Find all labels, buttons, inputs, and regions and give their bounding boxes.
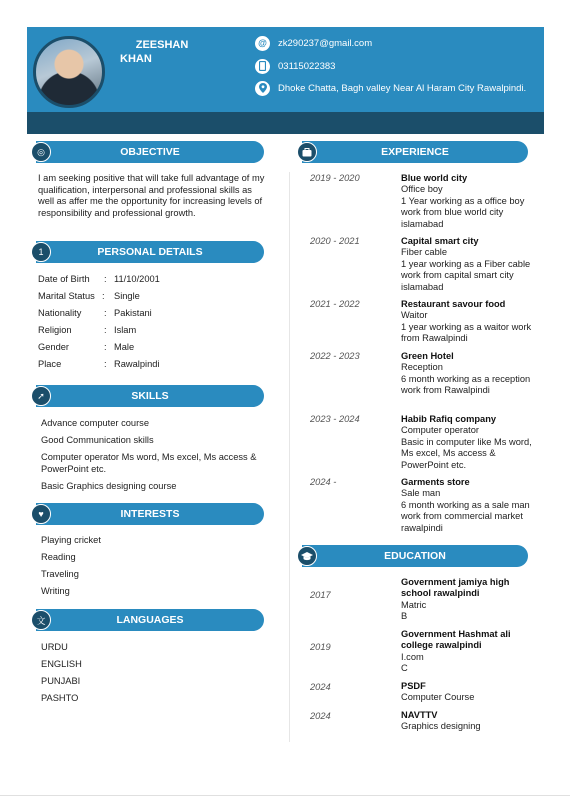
languages-header	[36, 609, 264, 631]
address-text: Dhoke Chatta, Bagh valley Near Al Haram City Rawalpindi.	[278, 82, 527, 94]
personal-separator: :	[102, 291, 105, 301]
experience-years: 2023 - 2024	[310, 414, 360, 424]
email-text: zk290237@gmail.com	[278, 37, 373, 49]
skills-header	[36, 385, 264, 407]
education-entry	[401, 710, 526, 733]
experience-company: Garments store	[401, 477, 470, 487]
personal-value: 11/10/2001	[114, 274, 160, 284]
language-item: PUNJABI	[41, 676, 81, 686]
personal-label: Date of Birth	[38, 274, 90, 284]
rocket-icon: ➚	[31, 386, 51, 406]
experience-role: Office boy	[401, 184, 443, 195]
personal-separator: :	[104, 274, 107, 284]
experience-desc: 1 year working as a Fiber cable work from capital smart city islamabad	[401, 258, 531, 292]
experience-entry	[401, 351, 541, 397]
profile-photo	[33, 36, 105, 108]
personal-separator: :	[104, 325, 107, 335]
education-header	[302, 545, 528, 567]
experience-header	[302, 141, 528, 163]
interest-item: Traveling	[41, 569, 79, 579]
education-year: 2019	[310, 642, 331, 652]
column-divider	[289, 172, 290, 742]
experience-entry	[401, 173, 541, 230]
education-year: 2017	[310, 590, 331, 600]
experience-desc: Basic in computer like Ms word, Ms excel, Ms access & PowerPoint etc.	[401, 436, 532, 470]
experience-entry	[401, 477, 541, 534]
language-item: ENGLISH	[41, 659, 82, 669]
personal-value: Single	[114, 291, 140, 301]
last-name: KHAN	[120, 53, 152, 65]
personal-details-title: PERSONAL DETAILS	[97, 246, 203, 258]
experience-years: 2022 - 2023	[310, 351, 360, 361]
education-year: 2024	[310, 682, 331, 692]
target-icon: ◎	[31, 142, 51, 162]
phone-text: 03115022383	[278, 60, 336, 72]
education-school: PSDF	[401, 681, 426, 691]
education-degree: Matric	[401, 599, 427, 610]
personal-separator: :	[104, 342, 107, 352]
objective-header	[36, 141, 264, 163]
experience-desc: 1 Year working as a office boy work from blue world city islamabad	[401, 195, 525, 229]
experience-company: Green Hotel	[401, 351, 454, 361]
education-degree: Computer Course	[401, 692, 475, 703]
personal-label: Marital Status	[38, 291, 95, 301]
contact-email	[255, 35, 372, 51]
language-item: PASHTO	[41, 693, 79, 703]
personal-label: Gender	[38, 342, 70, 352]
experience-role: Waitor	[401, 310, 428, 321]
interest-item: Writing	[41, 586, 70, 596]
education-title: EDUCATION	[384, 550, 446, 562]
education-year: 2024	[310, 711, 331, 721]
briefcase-icon	[297, 142, 317, 162]
location-pin-icon	[255, 81, 270, 96]
at-icon: @	[255, 36, 270, 51]
experience-entry	[401, 299, 541, 345]
experience-years: 2020 - 2021	[310, 236, 360, 246]
contact-address	[255, 80, 526, 96]
experience-title: EXPERIENCE	[381, 146, 449, 158]
experience-company: Blue world city	[401, 173, 468, 183]
experience-desc: 6 month working as a sale man work from commercial market rawalpindi	[401, 499, 530, 533]
education-degree: Graphics designing	[401, 721, 481, 732]
personal-label: Place	[38, 359, 62, 369]
interests-header	[36, 503, 264, 525]
heart-icon: ♥	[31, 504, 51, 524]
education-entry	[401, 681, 526, 704]
experience-role: Fiber cable	[401, 247, 447, 258]
education-school: Government jamiya high school rawalpindi	[401, 577, 510, 599]
education-grade: C	[401, 663, 408, 674]
header-strip	[27, 112, 544, 134]
education-grade: B	[401, 611, 408, 622]
skill-item: Computer operator Ms word, Ms excel, Ms access & PowerPoint etc.	[41, 452, 257, 474]
first-name: ZEESHAN	[135, 39, 189, 51]
user-icon: 1	[31, 242, 51, 262]
personal-value: Pakistani	[114, 308, 152, 318]
experience-company: Capital smart city	[401, 236, 479, 246]
experience-company: Habib Rafiq company	[401, 414, 497, 424]
personal-value: Male	[114, 342, 135, 352]
skill-item: Basic Graphics designing course	[41, 481, 177, 491]
languages-title: LANGUAGES	[116, 614, 184, 626]
personal-value: Rawalpindi	[114, 359, 160, 369]
personal-label: Religion	[38, 325, 72, 335]
skills-title: SKILLS	[131, 390, 169, 402]
experience-company: Restaurant savour food	[401, 299, 506, 309]
interest-item: Reading	[41, 552, 76, 562]
objective-title: OBJECTIVE	[120, 146, 180, 158]
personal-label: Nationality	[38, 308, 82, 318]
experience-entry	[401, 414, 541, 471]
skill-item: Advance computer course	[41, 418, 150, 428]
skill-item: Good Communication skills	[41, 435, 154, 445]
experience-role: Computer operator	[401, 425, 480, 436]
language-item: URDU	[41, 642, 68, 652]
objective-text: I am seeking positive that will take full advantage of my qualification, interpersonal and professional skills as well as affer me the opportunity for increasing levels of responsibility and professional growth.	[38, 173, 265, 219]
interest-item: Playing cricket	[41, 535, 101, 545]
experience-role: Reception	[401, 362, 443, 373]
experience-desc: 1 year working as a waitor work from Rawalpindi	[401, 321, 532, 344]
experience-role: Sale man	[401, 488, 441, 499]
experience-entry	[401, 236, 541, 293]
personal-details-header	[36, 241, 264, 263]
personal-separator: :	[104, 359, 107, 369]
education-entry	[401, 577, 526, 623]
phone-icon	[255, 59, 270, 74]
personal-separator: :	[104, 308, 107, 318]
experience-years: 2019 - 2020	[310, 173, 360, 183]
experience-desc: 6 month working as a reception work from Rawalpindi	[401, 373, 531, 396]
language-icon: 文	[31, 610, 51, 630]
candidate-name	[112, 38, 212, 66]
graduation-cap-icon	[297, 546, 317, 566]
education-entry	[401, 629, 526, 675]
contact-phone	[255, 58, 335, 74]
interests-title: INTERESTS	[120, 508, 180, 520]
education-school: NAVTTV	[401, 710, 438, 720]
education-school: Government Hashmat ali college rawalpindi	[401, 629, 511, 651]
education-degree: I.com	[401, 651, 424, 662]
experience-years: 2021 - 2022	[310, 299, 360, 309]
personal-value: Islam	[114, 325, 137, 335]
footer-divider	[0, 795, 570, 796]
experience-years: 2024 -	[310, 477, 337, 487]
